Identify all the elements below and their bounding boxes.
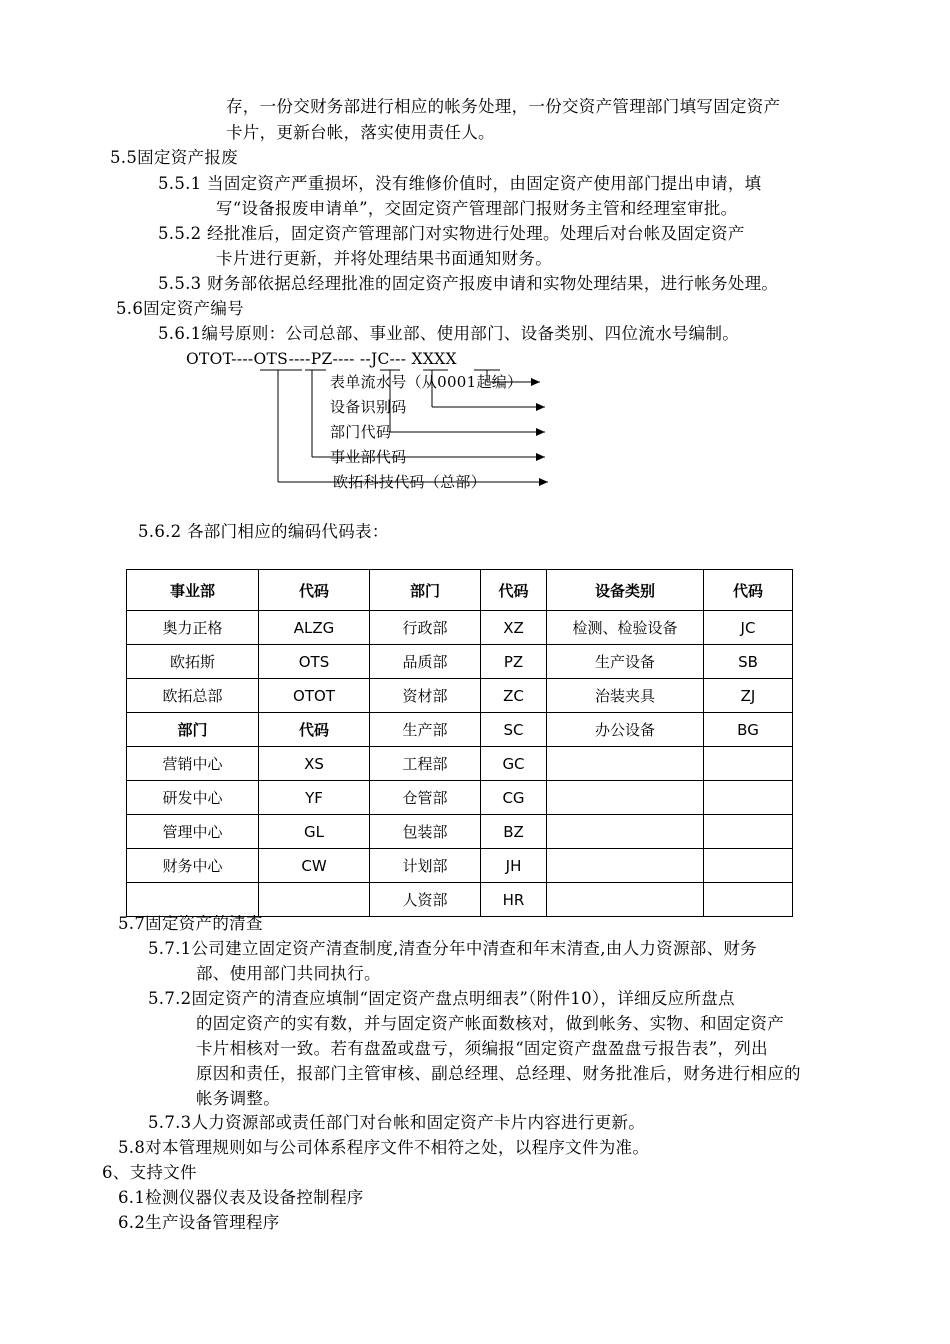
- table-cell: XS: [259, 747, 370, 781]
- table-cell: 研发中心: [127, 781, 259, 815]
- diagram-label: 设备识别码: [330, 398, 407, 416]
- paragraph-line: 5.5.2 经批准后，固定资产管理部门对实物进行处理。处理后对台帐及固定资产: [158, 224, 745, 243]
- header-cell: 部门: [370, 570, 481, 611]
- table-cell: 计划部: [370, 849, 481, 883]
- paragraph-line: 5.8对本管理规则如与公司体系程序文件不相符之处，以程序文件为准。: [118, 1138, 650, 1157]
- header-cell: 代码: [481, 570, 547, 611]
- table-cell: [704, 815, 793, 849]
- table-cell: 奥力正格: [127, 611, 259, 645]
- paragraph-line: 卡片相核对一致。若有盘盈或盘亏，须编报“固定资产盘盈盘亏报告表”，列出: [196, 1039, 768, 1058]
- table-cell: 品质部: [370, 645, 481, 679]
- table-cell: [704, 883, 793, 917]
- table-cell: [547, 849, 704, 883]
- table-cell: 人资部: [370, 883, 481, 917]
- section-heading-6: 6、支持文件: [102, 1163, 197, 1182]
- section-heading-5-7: 5.7固定资产的清查: [118, 914, 263, 933]
- paragraph-line: 5.6.2 各部门相应的编码代码表：: [138, 522, 389, 541]
- table-cell: 工程部: [370, 747, 481, 781]
- table-cell: SC: [481, 713, 547, 747]
- table-cell: [704, 747, 793, 781]
- table-cell: 资材部: [370, 679, 481, 713]
- table-cell: 欧拓总部: [127, 679, 259, 713]
- diagram-label: 事业部代码: [330, 448, 407, 466]
- table-cell: OTOT: [259, 679, 370, 713]
- table-cell: ZJ: [704, 679, 793, 713]
- table-cell: OTS: [259, 645, 370, 679]
- table-cell: 部门: [127, 713, 259, 747]
- table-cell: 财务中心: [127, 849, 259, 883]
- table-cell: CG: [481, 781, 547, 815]
- paragraph-line: 5.7.3人力资源部或责任部门对台帐和固定资产卡片内容进行更新。: [148, 1113, 646, 1132]
- header-cell: 设备类别: [547, 570, 704, 611]
- paragraph-line: 5.5.1 当固定资产严重损坏，没有维修价值时，由固定资产使用部门提出申请，填: [158, 174, 762, 193]
- table-cell: YF: [259, 781, 370, 815]
- table-cell: BZ: [481, 815, 547, 849]
- table-cell: BG: [704, 713, 793, 747]
- table-cell: 生产设备: [547, 645, 704, 679]
- paragraph-line: 存，一份交财务部进行相应的帐务处理，一份交资产管理部门填写固定资产: [226, 97, 781, 116]
- table-row: [127, 747, 793, 781]
- table-cell: 治装夹具: [547, 679, 704, 713]
- header-cell: 代码: [704, 570, 793, 611]
- paragraph-line: 5.6.1编号原则：公司总部、事业部、使用部门、设备类别、四位流水号编制。: [158, 324, 740, 343]
- table-cell: 检测、检验设备: [547, 611, 704, 645]
- table-cell: 仓管部: [370, 781, 481, 815]
- table-cell: 代码: [259, 713, 370, 747]
- diagram-label: 欧拓科技代码（总部）: [333, 473, 487, 491]
- table-cell: CW: [259, 849, 370, 883]
- paragraph-line: 部、使用部门共同执行。: [196, 964, 381, 983]
- table-cell: GC: [481, 747, 547, 781]
- list-item: 6.2生产设备管理程序: [118, 1213, 280, 1232]
- table-cell: PZ: [481, 645, 547, 679]
- section-heading-5-6: 5.6固定资产编号: [116, 299, 244, 318]
- table-cell: 管理中心: [127, 815, 259, 849]
- section-heading-5-5: 5.5固定资产报废: [110, 148, 238, 167]
- paragraph-line: 卡片进行更新，并将处理结果书面通知财务。: [216, 249, 552, 268]
- paragraph-line: 原因和责任，报部门主管审核、副总经理、总经理、财务批准后，财务进行相应的: [196, 1064, 801, 1083]
- code-format: OTOT----OTS----PZ---- --JC--- XXXX: [186, 350, 457, 368]
- paragraph-line: 5.7.2固定资产的清查应填制“固定资产盘点明细表”（附件10），详细反应所盘点: [148, 989, 735, 1008]
- table-cell: [259, 883, 370, 917]
- table-row: [127, 815, 793, 849]
- table-cell: JC: [704, 611, 793, 645]
- table-cell: XZ: [481, 611, 547, 645]
- paragraph-line: 卡片，更新台帐，落实使用责任人。: [226, 123, 495, 142]
- table-cell: 生产部: [370, 713, 481, 747]
- diagram-label: 部门代码: [330, 423, 392, 441]
- table-row: [127, 679, 793, 713]
- table-cell: HR: [481, 883, 547, 917]
- paragraph-line: 5.7.1公司建立固定资产清查制度,清查分年中清查和年末清查,由人力资源部、财务: [148, 939, 757, 958]
- header-cell: 事业部: [127, 570, 259, 611]
- table-cell: SB: [704, 645, 793, 679]
- table-header-row: [127, 570, 793, 611]
- table-cell: 包装部: [370, 815, 481, 849]
- code-table: [126, 569, 793, 917]
- table-cell: [704, 849, 793, 883]
- paragraph-line: 帐务调整。: [196, 1089, 280, 1108]
- table-cell: GL: [259, 815, 370, 849]
- table-cell: 欧拓斯: [127, 645, 259, 679]
- code-diagram: [0, 0, 950, 520]
- table-cell: [547, 883, 704, 917]
- table-cell: 营销中心: [127, 747, 259, 781]
- paragraph-line: 的固定资产的实有数，并与固定资产帐面数核对，做到帐务、实物、和固定资产: [196, 1014, 784, 1033]
- table-row: [127, 883, 793, 917]
- table-cell: [547, 781, 704, 815]
- table-row: [127, 713, 793, 747]
- table-row: [127, 645, 793, 679]
- paragraph-line: 5.5.3 财务部依据总经理批准的固定资产报废申请和实物处理结果，进行帐务处理。: [158, 274, 779, 293]
- table-cell: ZC: [481, 679, 547, 713]
- table-row: [127, 781, 793, 815]
- table-row: [127, 849, 793, 883]
- list-item: 6.1检测仪器仪表及设备控制程序: [118, 1188, 364, 1207]
- table-cell: ALZG: [259, 611, 370, 645]
- table-row: [127, 611, 793, 645]
- table-cell: [547, 747, 704, 781]
- table-cell: JH: [481, 849, 547, 883]
- table-cell: [127, 883, 259, 917]
- header-cell: 代码: [259, 570, 370, 611]
- table-cell: 行政部: [370, 611, 481, 645]
- table-cell: [704, 781, 793, 815]
- paragraph-line: 写“设备报废申请单”，交固定资产管理部门报财务主管和经理室审批。: [216, 199, 738, 218]
- table-cell: 办公设备: [547, 713, 704, 747]
- table-cell: [547, 815, 704, 849]
- diagram-label: 表单流水号（从0001起编）: [330, 373, 523, 391]
